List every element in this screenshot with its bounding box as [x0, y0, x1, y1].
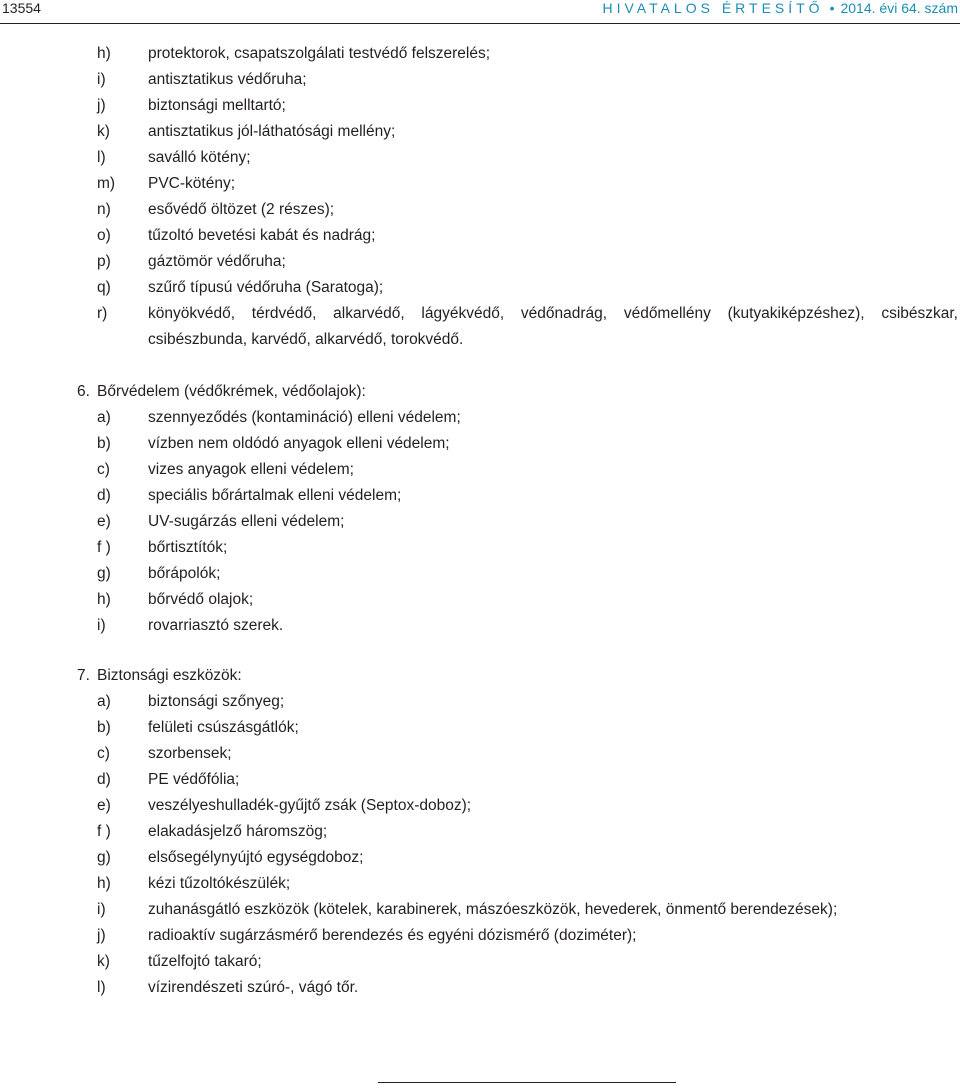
list-item-text: tűzoltó bevetési kabát és nadrág; — [148, 227, 376, 244]
list-item-letter: a) — [97, 409, 111, 426]
list-item — [0, 304, 960, 356]
list-item-letter: g) — [97, 849, 111, 866]
list-item-text: UV-sugárzás elleni védelem; — [148, 513, 345, 530]
list-item-text: szűrő típusú védőruha (Saratoga); — [148, 279, 384, 296]
list-item — [0, 70, 960, 96]
list-item — [0, 848, 960, 874]
list-item-letter: o) — [97, 227, 111, 244]
list-item-letter: a) — [97, 693, 111, 710]
list-item-letter: i) — [97, 71, 106, 88]
list-item-text: kézi tűzoltókészülék; — [148, 875, 291, 892]
list-item — [0, 822, 960, 848]
list-item — [0, 770, 960, 796]
list-item — [0, 978, 960, 1004]
section-number: 6. — [77, 383, 90, 400]
page-header — [0, 0, 960, 22]
list-item — [0, 226, 960, 252]
list-item — [0, 434, 960, 460]
list-item-letter: h) — [97, 875, 111, 892]
header-rule — [0, 23, 960, 24]
footer-rule — [378, 1082, 676, 1083]
list-item-letter: b) — [97, 719, 111, 736]
list-item — [0, 486, 960, 512]
list-item-text: vízirendészeti szúró-, vágó tőr. — [148, 979, 359, 996]
list-item-letter: h) — [97, 45, 111, 62]
journal-info — [602, 0, 958, 16]
list-item — [0, 174, 960, 200]
list-item-letter: j) — [97, 97, 106, 114]
list-item — [0, 96, 960, 122]
list-item-text: rovarriasztó szerek. — [148, 617, 284, 634]
list-item-text: speciális bőrártalmak elleni védelem; — [148, 487, 402, 504]
list-item-letter: k) — [97, 953, 110, 970]
list-item-letter: i) — [97, 901, 106, 918]
list-item — [0, 926, 960, 952]
list-item-text: elakadásjelző háromszög; — [148, 823, 328, 840]
list-item — [0, 744, 960, 770]
list-item-letter: d) — [97, 771, 111, 788]
list-item-text: antisztatikus védőruha; — [148, 71, 307, 88]
list-item — [0, 538, 960, 564]
list-item-text: biztonsági szőnyeg; — [148, 693, 285, 710]
list-item — [0, 564, 960, 590]
list-item-text: szennyeződés (kontamináció) elleni védelem; — [148, 409, 461, 426]
list-item-letter: e) — [97, 797, 111, 814]
list-item-text: vízben nem oldódó anyagok elleni védelem; — [148, 435, 450, 452]
list-item-text: radioaktív sugárzásmérő berendezés és egyéni dózismérő (doziméter); — [148, 927, 637, 944]
section-heading — [77, 666, 242, 692]
list-item-letter: f ) — [97, 539, 111, 556]
list-item-text: zuhanásgátló eszközök (kötelek, karabinerek, mászóeszközök, hevederek, önmentő berendezések); — [148, 901, 838, 918]
list-item — [0, 616, 960, 642]
list-item-letter: f ) — [97, 823, 111, 840]
list-item-letter: n) — [97, 201, 111, 218]
list-item-text: elsősegélynyújtó egységdoboz; — [148, 849, 364, 866]
section-number: 7. — [77, 667, 90, 684]
list-item-text: antisztatikus jól-láthatósági mellény; — [148, 123, 396, 140]
list-item — [0, 408, 960, 434]
list-item-letter: l) — [97, 149, 106, 166]
issue-label: 2014. évi 64. szám — [840, 0, 958, 16]
list-item-text: esővédő öltözet (2 részes); — [148, 201, 335, 218]
list-item — [0, 692, 960, 718]
list-item-text: veszélyeshulladék-gyűjtő zsák (Septox-doboz); — [148, 797, 472, 814]
list-item — [0, 148, 960, 174]
list-item — [0, 874, 960, 900]
list-item-text: PVC-kötény; — [148, 175, 236, 192]
list-item-letter: c) — [97, 461, 110, 478]
list-item — [0, 512, 960, 538]
list-item-letter: i) — [97, 617, 106, 634]
list-item — [0, 952, 960, 978]
list-item-letter: q) — [97, 279, 111, 296]
list-item-letter: l) — [97, 979, 106, 996]
list-item — [0, 252, 960, 278]
list-item-text: vizes anyagok elleni védelem; — [148, 461, 354, 478]
list-item — [0, 44, 960, 70]
list-item-text: PE védőfólia; — [148, 771, 240, 788]
list-item-text: könyökvédő, térdvédő, alkarvédő, lágyékvédő, védőnadrág, védőmellény (kutyakiképzéshez), csibészkar, csibészbunda, karvédő, alkarvédő, torokvédő. — [148, 305, 958, 348]
list-item-text: gáztömör védőruha; — [148, 253, 286, 270]
list-item-text: bőrtisztítók; — [148, 539, 228, 556]
list-item-text: saválló kötény; — [148, 149, 251, 166]
journal-title: HIVATALOS ÉRTESÍTŐ — [602, 0, 824, 16]
list-item-text: felületi csúszásgátlók; — [148, 719, 299, 736]
section-title: Biztonsági eszközök: — [97, 667, 242, 684]
list-item-letter: e) — [97, 513, 111, 530]
list-item — [0, 718, 960, 744]
list-item-letter: j) — [97, 927, 106, 944]
list-item-letter: p) — [97, 253, 111, 270]
list-item-text: bőrápolók; — [148, 565, 221, 582]
list-item-letter: g) — [97, 565, 111, 582]
separator-dot: • — [829, 0, 835, 16]
list-item — [0, 796, 960, 822]
list-item-letter: b) — [97, 435, 111, 452]
list-item-text: protektorok, csapatszolgálati testvédő felszerelés; — [148, 45, 491, 62]
list-item-text: biztonsági melltartó; — [148, 97, 286, 114]
list-item — [0, 900, 960, 926]
list-item — [0, 590, 960, 616]
list-item-letter: k) — [97, 123, 110, 140]
page-number: 13554 — [2, 0, 41, 16]
list-item-letter: m) — [97, 175, 116, 192]
list-item — [0, 122, 960, 148]
list-item-text: bőrvédő olajok; — [148, 591, 254, 608]
section-title: Bőrvédelem (védőkrémek, védőolajok): — [97, 383, 366, 400]
list-item — [0, 460, 960, 486]
section-heading — [77, 382, 366, 408]
list-item-letter: d) — [97, 487, 111, 504]
list-item-text: tűzelfojtó takaró; — [148, 953, 262, 970]
list-item-text: szorbensek; — [148, 745, 232, 762]
list-item-letter: c) — [97, 745, 110, 762]
list-item-letter: h) — [97, 591, 111, 608]
list-item-letter: r) — [97, 305, 108, 322]
list-item — [0, 200, 960, 226]
